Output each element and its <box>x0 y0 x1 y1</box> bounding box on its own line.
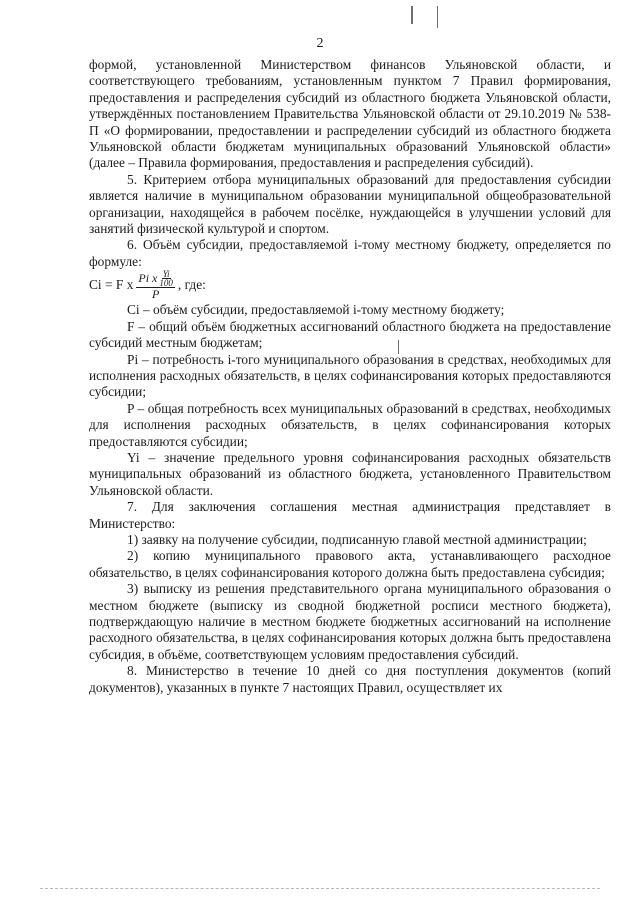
subsidy-formula <box>89 270 611 300</box>
scan-bottom-edge <box>40 888 600 890</box>
formula-pi: Pi x <box>138 271 158 286</box>
paragraph-item-5: 5. Критерием отбора муниципальных образований для предоставления субсидии является наличие в муниципальном образовании муниципальной общеобразовательной организации, находящейся в рабочем посёлке, нуждающейся в улучшении условий для занятий физической культурой и спортом. <box>89 171 611 237</box>
list-item-2: 2) копию муниципального правового акта, устанавливающего расходное обязательство, в целях софинансирования которого должна быть предоставлена субсидия; <box>89 548 611 580</box>
paragraph-item-7: 7. Для заключения соглашения местная администрация представляет в Министерство: <box>89 499 611 531</box>
list-item-1: 1) заявку на получение субсидии, подписанную главой местной администрации; <box>127 531 587 547</box>
formula-100: 100 <box>159 278 173 289</box>
list-item-3: 3) выписку из решения представительного органа муниципального образования о местном бюджете (выписку из сводной бюджетной росписи местного бюджета), подтверждающую наличие в местном бюджете бюджетных ассигнований на исполнение расходного обязательства, в целях софинансирования которых должна быть предоставлена субсидия, в объёме, соответствующем условиям предоставления субсидий. <box>89 581 611 662</box>
formula-suffix: , где: <box>177 277 206 293</box>
definition-ci: Ci – объём субсидии, предоставляемой i-тому местному бюджету; <box>127 302 505 318</box>
page-number: 2 <box>316 36 324 51</box>
formula-yi: Yi <box>162 269 170 280</box>
definition-f: F – общий объём бюджетных ассигнований областного бюджета на предоставление субсидий местным бюджетам; <box>89 318 611 351</box>
formula-lhs: Сi = F x <box>89 277 134 293</box>
paragraph-item-6: 6. Объём субсидии, предоставляемой i-тому местному бюджету, определяется по формуле: <box>89 237 611 269</box>
scan-artifact <box>437 6 438 28</box>
paragraph-item-8: 8. Министерство в течение 10 дней со дня поступления документов (копий документов), указанных в пункте 7 настоящих Правил, осуществляет их <box>89 663 611 695</box>
document-body <box>89 57 611 696</box>
intro-paragraph: формой, установленной Министерством финансов Ульяновской области, и соответствующего требованиям, установленным пунктом 7 Правил формирования, предоставления и распределения субсидий из областного бюджета Ульяновской области, утверждённых постановлением Правительства Ульяновской области от 29.10.2019 № 538-П «О формировании, предоставлении и распределении субсидий из областного бюджета Ульяновской области бюджетам муниципальных образований Ульяновской области» (далее – Правила формирования, предоставления и распределения субсидий). <box>89 57 611 171</box>
formula-denominator: P <box>151 287 160 302</box>
scan-artifact <box>411 6 413 24</box>
formula-inner-fraction <box>159 270 173 287</box>
definition-p: P – общая потребность всех муниципальных образований в средствах, необходимых для исполнения расходных обязательств, в целях софинансирования которых предоставляются субсидии; <box>89 400 611 449</box>
formula-numerator <box>136 270 175 288</box>
definition-yi: Yi – значение предельного уровня софинансирования расходных обязательств муниципальных образований из областного бюджета, установленного Правительством Ульяновской области. <box>89 449 611 498</box>
formula-fraction <box>136 270 175 300</box>
definition-pi: Pi – потребность i-того муниципального образования в средствах, необходимых для исполнения расходных обязательств, в целях софинансирования которых предоставляются субсидии; <box>89 351 611 400</box>
